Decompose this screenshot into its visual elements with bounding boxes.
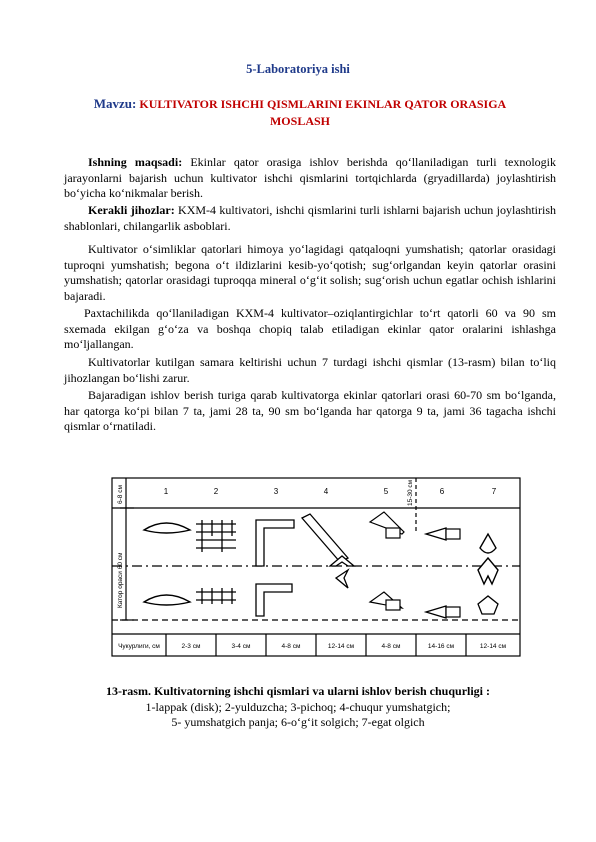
star-wheel-shape <box>196 520 236 604</box>
depth-3: 4-8 см <box>281 643 301 650</box>
label-row-spacing: Катор ораси 60 см <box>117 552 124 608</box>
tools-text: KXM-4 kultivatori, ishchi qismlarini turli ishlarni bajarish uchun joylashtirish shablonlari, chilangarlik asboblari. <box>64 203 556 233</box>
aim-label: Ishning maqsadi: <box>88 155 183 169</box>
figure-caption <box>40 684 556 731</box>
aim-text: Ekinlar qator orasiga ishlov berishda qo‘llaniladigan turli texnologik jarayonlarni bajarish uchun kultivator ishchi qismlarini tortqichlarda (gryadillarda) joylashtirish bo‘yicha ko‘nikmalar berish. <box>64 155 557 201</box>
part-number-2: 2 <box>213 487 219 496</box>
topic-heading <box>90 95 510 130</box>
depth-2: 3-4 см <box>231 643 251 650</box>
tools-label: Kerakli jihozlar: <box>88 203 175 217</box>
paragraph-installation: Bajaradigan ishlov berish turiga qarab kultivatorga ekinlar qatorlari orasi 60-70 sm bo‘lganda, har qatorga ko‘pi bilan 7 ta, jami 28 ta, 90 sm bo‘lganda har qatorga 9 ta, jami 36 tagacha ishchi qismlar o‘rnatiladi. <box>64 388 556 434</box>
caption-line-3: 5- yumshatgich panja; 6-o‘g‘it solgich; 7-egat olgich <box>171 715 425 730</box>
part-number-6: 6 <box>439 487 445 496</box>
caption-line-2: 1-lappak (disk); 2-yulduzcha; 3-pichoq; 4-chuqur yumshatgich; <box>145 699 451 714</box>
chevron-shape <box>336 570 348 588</box>
deep-loosener-shape <box>302 514 348 562</box>
lab-title: 5-Laboratoriya ishi <box>246 62 350 76</box>
part-number-5: 5 <box>383 487 389 496</box>
knife-shape <box>256 520 294 566</box>
part-number-3: 3 <box>273 487 279 496</box>
depth-4: 12-14 см <box>327 643 355 650</box>
topic-label: Mavzu: <box>93 96 137 111</box>
disk-shape-lower <box>144 595 190 605</box>
furrow-opener-shape <box>480 534 496 553</box>
part-number-1: 1 <box>163 487 169 496</box>
caption-title: 13-rasm. Kultivatorning ishchi qismlari va ularni ishlov berish chuqurligi : <box>105 684 491 698</box>
paragraph-kxm4: Paxtachilikda qo‘llaniladigan KXM-4 kultivator–oziqlantirgichlar to‘rt qatorli 60 va 90 sm sxemada ekilgan g‘o‘za va boshqa chopiq talab etiladigan ekinlar qator oralarini ishlashga mo‘ljallangan. <box>64 306 556 352</box>
paragraph-functions: Kultivator o‘simliklar qatorlari himoya yo‘lagidagi qatqaloqni yumshatish; qatorlar orasidagi tuproqni yumshatish; begona o‘t ildizlarini kesib-yo‘qotish; sug‘orlgandan keyin qatorlar orasini yumshatish; qatorlar orasidagi tuproqqa mineral o‘g‘it solish; sug‘orish uchun egatlar ochish ishlarini bajaradi. <box>64 242 556 303</box>
topic-text: KULTIVATOR ISHCHI QISMLARINI EKINLAR QATOR ORASIGA MOSLASH <box>139 97 507 128</box>
depth-5: 4-8 см <box>381 643 401 650</box>
depth-row-label: Чукурлиги, см <box>118 643 160 650</box>
depth-1: 2-3 см <box>181 643 201 650</box>
fertilizer-tube-shape <box>426 528 446 540</box>
part-number-4: 4 <box>323 487 329 496</box>
aim-paragraph <box>64 155 556 202</box>
label-6-8-cm: 6-8 см <box>117 485 124 504</box>
depth-7: 12-14 см <box>479 643 507 650</box>
disk-shape <box>144 523 190 533</box>
label-15-30-cm: 15-30 см <box>407 479 414 506</box>
knife-shape-lower <box>256 584 292 616</box>
part-number-7: 7 <box>491 487 497 496</box>
paragraph-seven-parts: Kultivatorlar kutilgan samara keltirishi uchun 7 turdagi ishchi qismlar (13-rasm) bilan to‘liq jihozlangan bo‘lishi zarur. <box>64 355 556 385</box>
depth-6: 14-16 см <box>427 643 455 650</box>
tools-paragraph <box>64 203 556 234</box>
figure-working-parts <box>86 474 524 660</box>
